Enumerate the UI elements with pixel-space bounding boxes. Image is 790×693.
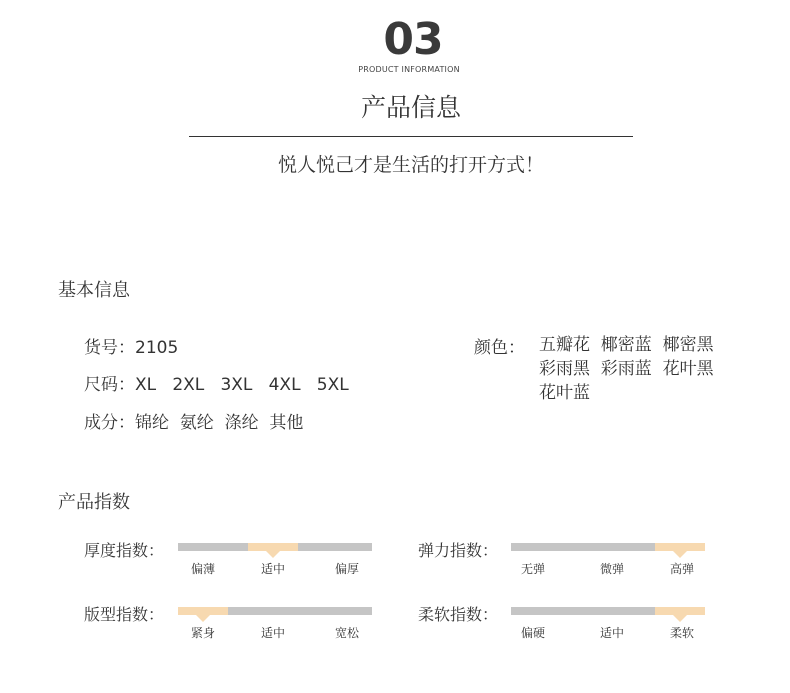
fit-level-2: 适中 <box>260 626 286 640</box>
thickness-label: 厚度指数： <box>84 541 165 560</box>
section-number: 03 <box>383 14 443 65</box>
fit-highlight <box>178 607 228 615</box>
thickness-level-2: 适中 <box>260 562 286 576</box>
fit-label: 版型指数： <box>84 605 165 624</box>
title-divider <box>189 136 633 137</box>
thickness-level-3: 偏厚 <box>334 562 360 576</box>
section-title: 产品信息 <box>360 93 461 122</box>
softness-highlight <box>655 607 705 615</box>
color-label: 颜色： <box>474 338 525 358</box>
softness-label: 柔软指数： <box>418 605 499 624</box>
color-line-1: 五瓣花 椰密蓝 椰密黑 <box>539 335 714 355</box>
elasticity-level-1: 无弹 <box>520 562 546 576</box>
elasticity-level-2: 微弹 <box>599 562 625 576</box>
material-label: 成分： <box>84 413 135 433</box>
softness-level-2: 适中 <box>599 626 625 640</box>
fit-marker <box>196 615 210 622</box>
color-values <box>539 333 714 405</box>
item-number-row <box>84 333 178 358</box>
item-number-label: 货号： <box>84 338 135 358</box>
softness-level-3: 柔软 <box>669 626 695 640</box>
fit-scale <box>178 607 372 615</box>
basic-info-heading: 基本信息 <box>58 280 130 301</box>
material-values: 锦纶 氨纶 涤纶 其他 <box>135 413 304 433</box>
color-line-3: 花叶蓝 <box>539 383 590 403</box>
size-label: 尺码： <box>84 375 135 395</box>
fit-level-3: 宽松 <box>334 626 360 640</box>
softness-marker <box>673 615 687 622</box>
size-row <box>84 370 349 395</box>
softness-level-1: 偏硬 <box>520 626 546 640</box>
item-number-value: 2105 <box>135 338 179 358</box>
elasticity-highlight <box>655 543 705 551</box>
elasticity-label: 弹力指数： <box>418 541 499 560</box>
slogan: 悦人悦己才是生活的打开方式！ <box>277 154 544 176</box>
size-values: XL 2XL 3XL 4XL 5XL <box>135 375 349 395</box>
thickness-scale <box>178 543 372 551</box>
color-line-2: 彩雨黑 彩雨蓝 花叶黑 <box>539 359 714 379</box>
elasticity-marker <box>673 551 687 558</box>
elasticity-scale <box>511 543 705 551</box>
thickness-marker <box>266 551 280 558</box>
material-row <box>84 408 303 433</box>
softness-scale <box>511 607 705 615</box>
product-index-heading: 产品指数 <box>58 492 130 513</box>
elasticity-level-3: 高弹 <box>669 562 695 576</box>
fit-level-1: 紧身 <box>190 626 216 640</box>
section-subtitle: PRODUCT INFORMATION <box>358 65 460 74</box>
thickness-level-1: 偏薄 <box>190 562 216 576</box>
thickness-highlight <box>248 543 298 551</box>
